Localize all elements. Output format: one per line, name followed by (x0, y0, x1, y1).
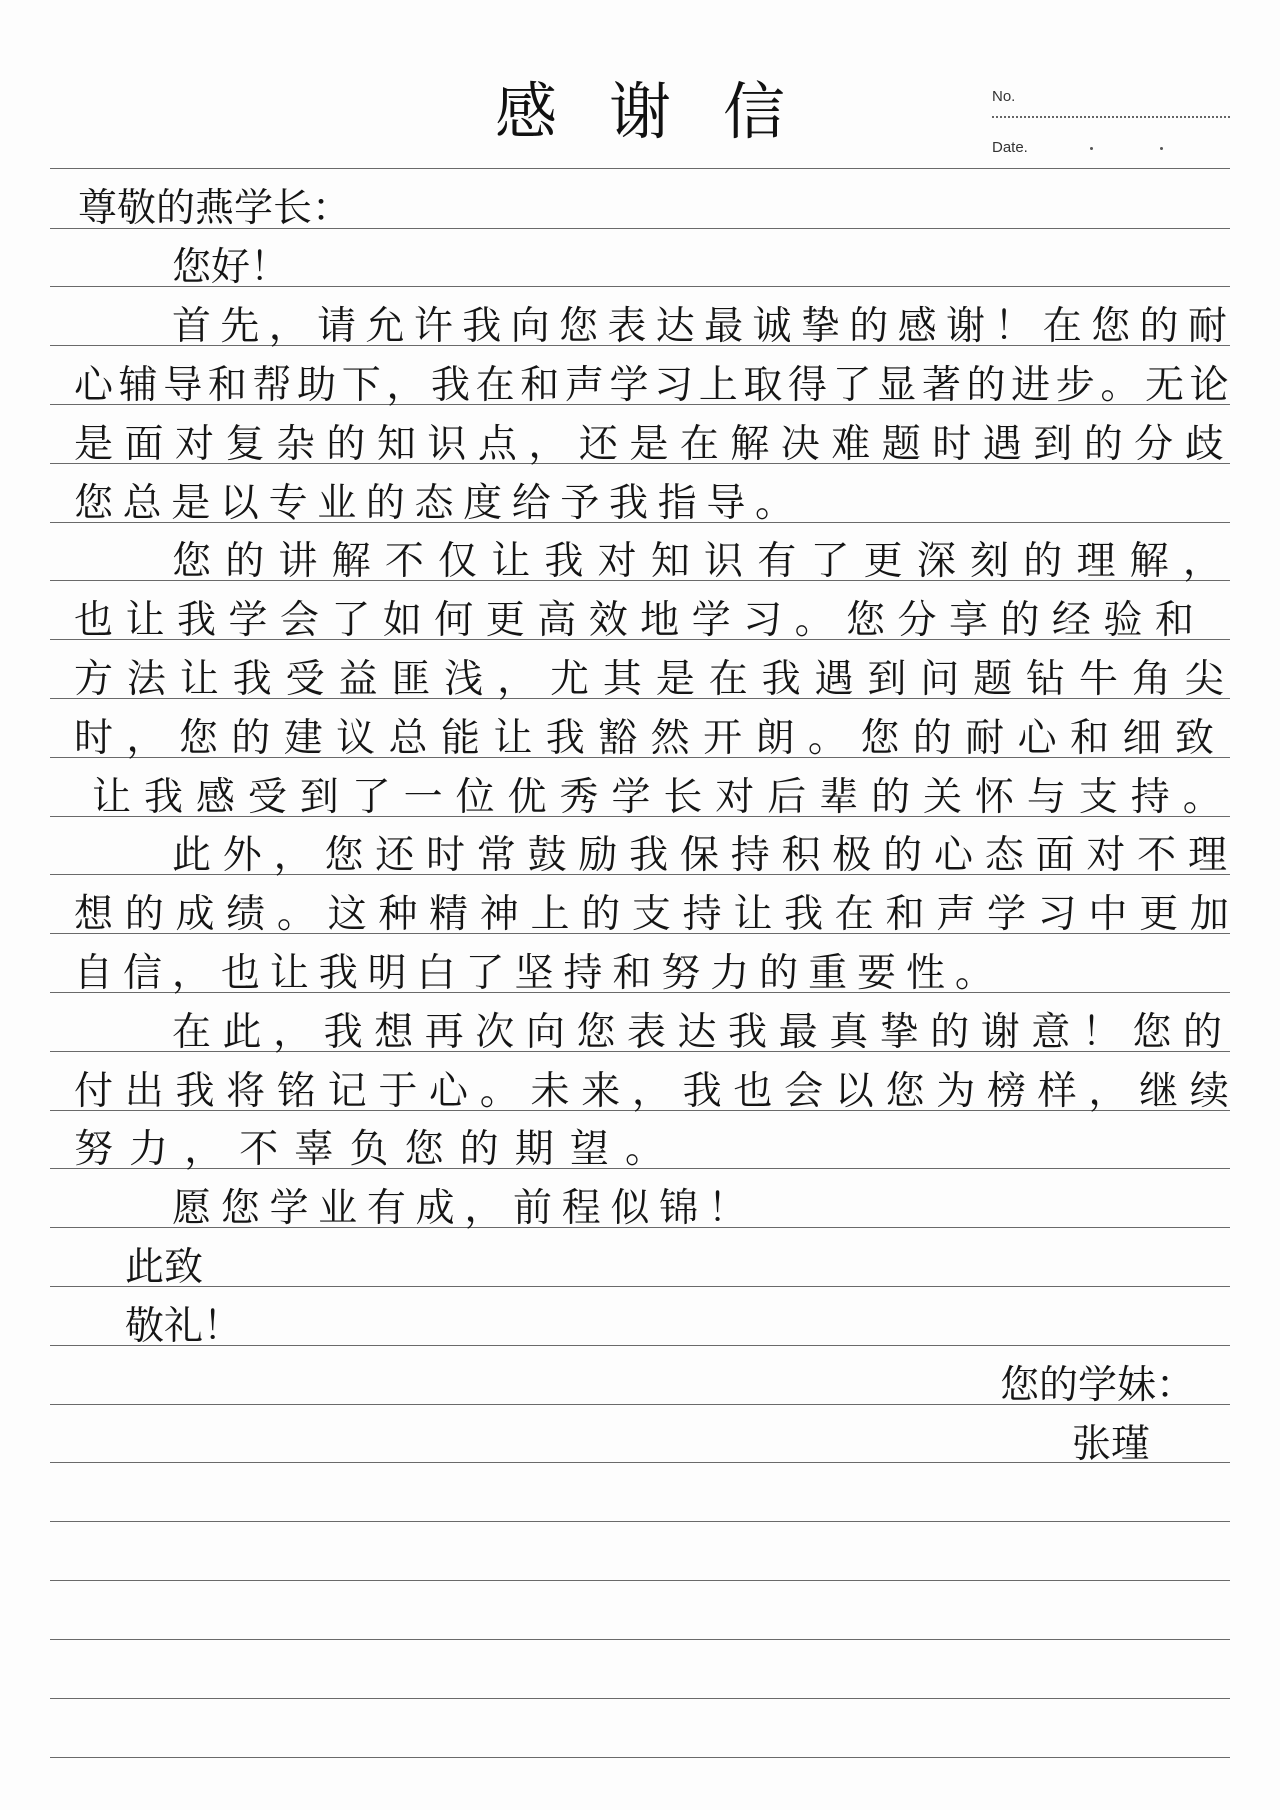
ruled-line (50, 1580, 1230, 1581)
body-line: 努 力 ， 不 辜 负 您 的 期 望 。 (74, 1127, 664, 1172)
ruled-line (50, 1286, 1230, 1287)
ruled-line (50, 1462, 1230, 1463)
body-line: 想 的 成 绩 。 这 种 精 神 上 的 支 持 让 我 在 和 声 学 习 中 更 加 (74, 892, 1229, 937)
ruled-line (50, 168, 1230, 169)
date-label: Date. (992, 139, 1028, 156)
body-line: 是 面 对 复 杂 的 知 识 点 ， 还 是 在 解 决 难 题 时 遇 到 的 分 歧 (74, 422, 1224, 467)
ruled-line (50, 1698, 1230, 1699)
body-line: 让 我 感 受 到 了 一 位 优 秀 学 长 对 后 辈 的 关 怀 与 支 持 。 (92, 775, 1222, 820)
ruled-line (50, 1639, 1230, 1640)
body-line: 方 法 让 我 受 益 匪 浅 ， 尤 其 是 在 我 遇 到 问 题 钻 牛 角 尖 (74, 657, 1224, 702)
body-line: 也 让 我 学 会 了 如 何 更 高 效 地 学 习 。 您 分 享 的 经 验 和 (74, 598, 1194, 643)
greeting: 您好！ (172, 245, 290, 290)
closing-line: 此致 (125, 1245, 204, 1290)
body-line: 付 出 我 将 铭 记 于 心 。 未 来 ， 我 也 会 以 您 为 榜 样 ， 继 续 (74, 1069, 1229, 1114)
body-line: 您 总 是 以 专 业 的 态 度 给 予 我 指 导 。 (74, 481, 794, 526)
number-label: No. (992, 88, 1016, 105)
body-line: 时 ， 您 的 建 议 总 能 让 我 豁 然 开 朗 。 您 的 耐 心 和 细 致 (74, 716, 1214, 761)
salutation: 尊敬的燕学长： (78, 186, 352, 231)
body-line: 愿 您 学 业 有 成 ， 前 程 似 锦 ！ (172, 1186, 747, 1231)
body-line: 首 先 ， 请 允 许 我 向 您 表 达 最 诚 挚 的 感 谢 ！ 在 您 的 耐 (172, 304, 1227, 349)
closing-line: 敬礼！ (125, 1304, 243, 1349)
date-separator-dot (1160, 147, 1163, 150)
signoff: 您的学妹： (1000, 1363, 1196, 1408)
date-separator-dot (1090, 147, 1093, 150)
body-line: 此 外 ， 您 还 时 常 鼓 励 我 保 持 积 极 的 心 态 面 对 不 理 (172, 833, 1227, 878)
body-line: 您 的 讲 解 不 仅 让 我 对 知 识 有 了 更 深 刻 的 理 解 ， (172, 539, 1222, 584)
ruled-line (50, 1521, 1230, 1522)
page-title: 感谢信 (494, 75, 837, 148)
number-dotted-line (992, 116, 1230, 118)
signature: 张瑾 (1072, 1422, 1151, 1467)
body-line: 在 此 ， 我 想 再 次 向 您 表 达 我 最 真 挚 的 谢 意 ！ 您 的 (172, 1010, 1222, 1055)
body-line: 自 信 ， 也 让 我 明 白 了 坚 持 和 努 力 的 重 要 性 。 (74, 951, 994, 996)
ruled-line (50, 1757, 1230, 1758)
body-line: 心 辅 导 和 帮 助 下 ， 我 在 和 声 学 习 上 取 得 了 显 著 的 进 步 。 无 论 (74, 363, 1229, 408)
